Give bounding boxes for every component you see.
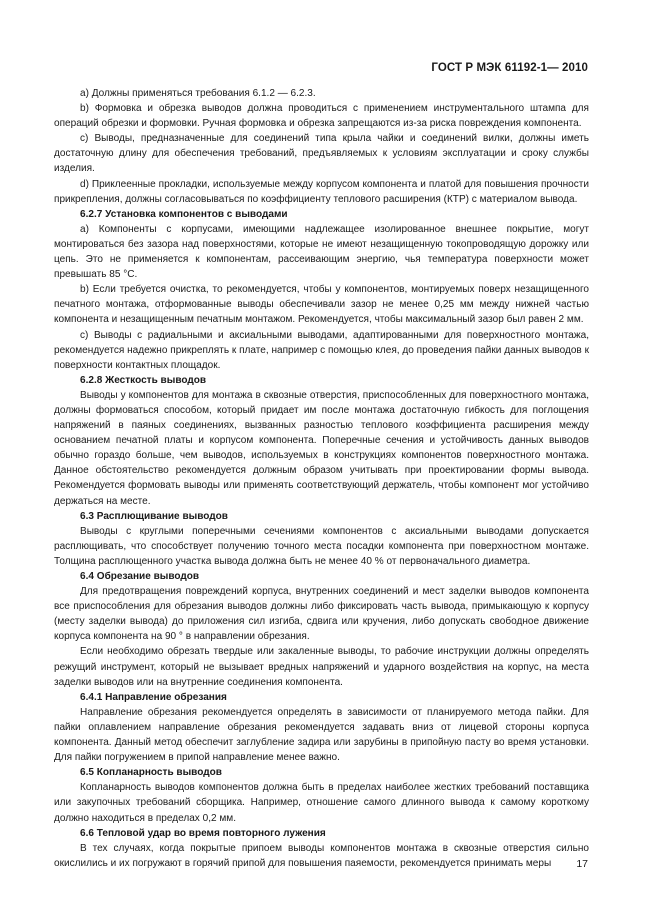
section-heading: 6.3 Расплющивание выводов [80, 510, 228, 522]
paragraph: Для предотвращения повреждений корпуса, внутренних соединений и мест заделки выводов компонента все приспособления для обрезания выводов должны либо фиксировать часть вывода, примыкающую к корпусу (месту заделки вывода) до приложения сил изгиба, сдвига или кручения, либо допускать свободное движение корпуса компонента на 90 ° в направлении обрезания. [54, 586, 589, 643]
document-header: ГОСТ Р МЭК 61192-1— 2010 [431, 62, 588, 74]
page-number: 17 [576, 858, 588, 870]
paragraph: Направление обрезания рекомендуется определять в зависимости от планируемого метода пайки. Для пайки оплавлением направление обрезания рекомендуется задавать вниз от лицевой стороны корпуса компонента. Данный метод обеспечит заглубление задира или зарубины в припойную пасту во время установки. Для пайки погружением в припой направление менее важно. [54, 706, 589, 764]
paragraph: Выводы у компонентов для монтажа в сквозные отверстия, приспособленных для поверхностного монтажа, должны формоваться способом, который придает им после монтажа достаточную гибкость для поглощения напряжений в паяных соединениях, вызванных разностью теплового коэффициента расширения между основанием печатной платы и корпусом компонента. Поперечные сечения и устойчивость данных выводов обычно гораздо больше, чем выводов, используемых в конструкциях компонентов поверхностного монтажа. Данное обстоятельство рекомендуется должным образом учитывать при проектировании формы вывода. Рекомендуется формовать выводы или применять соответствующий держатель, чтобы компонент мог устойчиво держаться на месте. [54, 389, 589, 507]
paragraph: Выводы с круглыми поперечными сечениями компонентов с аксиальными выводами допускается расплющивать, что способствует получению точного места посадки компонента при поверхностном монтаже. Толщина расплющенного участка вывода должна быть не менее 40 % от первоначального диаметра. [54, 525, 589, 567]
section-heading: 6.2.7 Установка компонентов с выводами [80, 208, 288, 220]
paragraph: a) Должны применяться требования 6.1.2 — 6.2.3. [80, 88, 316, 99]
section-heading: 6.2.8 Жесткость выводов [80, 374, 207, 386]
paragraph: c) Выводы с радиальными и аксиальными выводами, адаптированными для поверхностного монтажа, рекомендуется надежно прикреплять к плате, например с помощью клея, до проведения пайки данных выводов к поверхности контактных площадок. [54, 329, 589, 371]
paragraph: d) Приклеенные прокладки, используемые между корпусом компонента и платой для повышения прочности прикрепления, должны согласовываться по коэффициенту теплового расширения (КТР) с материалом вывода. [54, 178, 589, 205]
section-heading: 6.4.1 Направление обрезания [80, 691, 227, 703]
paragraph: a) Компоненты с корпусами, имеющими надлежащее изолированное внешнее покрытие, могут монтироваться без зазора над поверхностями, которые не имеют незащищенную токопроводящую дорожку или цепь. Это не применяется к компонентам, рассеивающим энергию, чья температура поверхности может превышать 85 °С. [54, 223, 589, 281]
paragraph: Если необходимо обрезать твердые или закаленные выводы, то рабочие инструкции должны определять режущий инструмент, который не вызывает вредных напряжений и ударного воздействия на корпус, на места заделки выводов или на внутренние соединения компонента. [54, 646, 589, 688]
paragraph: Копланарность выводов компонентов должна быть в пределах наиболее жестких требований поставщика или закупочных требований сборщика. Например, отношение самого длинного вывода к самому короткому должно находиться в пределах 0,2 мм. [54, 782, 589, 824]
paragraph: b) Если требуется очистка, то рекомендуется, чтобы у компонентов, монтируемых поверх незащищенного печатного монтажа, отформованные выводы обеспечивали зазор не менее 0,25 мм между нижней частью компонента и незащищенным печатным монтажом. Рекомендуется, чтобы максимальный зазор был равен 2 мм. [54, 284, 589, 326]
paragraph: b) Формовка и обрезка выводов должна проводиться с применением инструментального штампа для операций обрезки и формовки. Ручная формовка и обрезка запрещаются из-за риска повреждения компонента. [54, 103, 589, 130]
section-heading: 6.6 Тепловой удар во время повторного лужения [80, 827, 326, 839]
section-heading: 6.4 Обрезание выводов [80, 571, 200, 582]
document-body [54, 86, 589, 871]
paragraph: В тех случаях, когда покрытые припоем выводы компонентов монтажа в сквозные отверстия сильно окислились и их погружают в горячий припой для повышения паяемости, рекомендуется принимать меры [54, 842, 589, 869]
paragraph: c) Выводы, предназначенные для соединений типа крыла чайки и соединений вилки, должны иметь достаточную длину для обеспечения требований, предъявляемых к условиям эксплуатации и сроку службы изделия. [54, 133, 589, 175]
section-heading: 6.5 Копланарность выводов [80, 767, 222, 779]
